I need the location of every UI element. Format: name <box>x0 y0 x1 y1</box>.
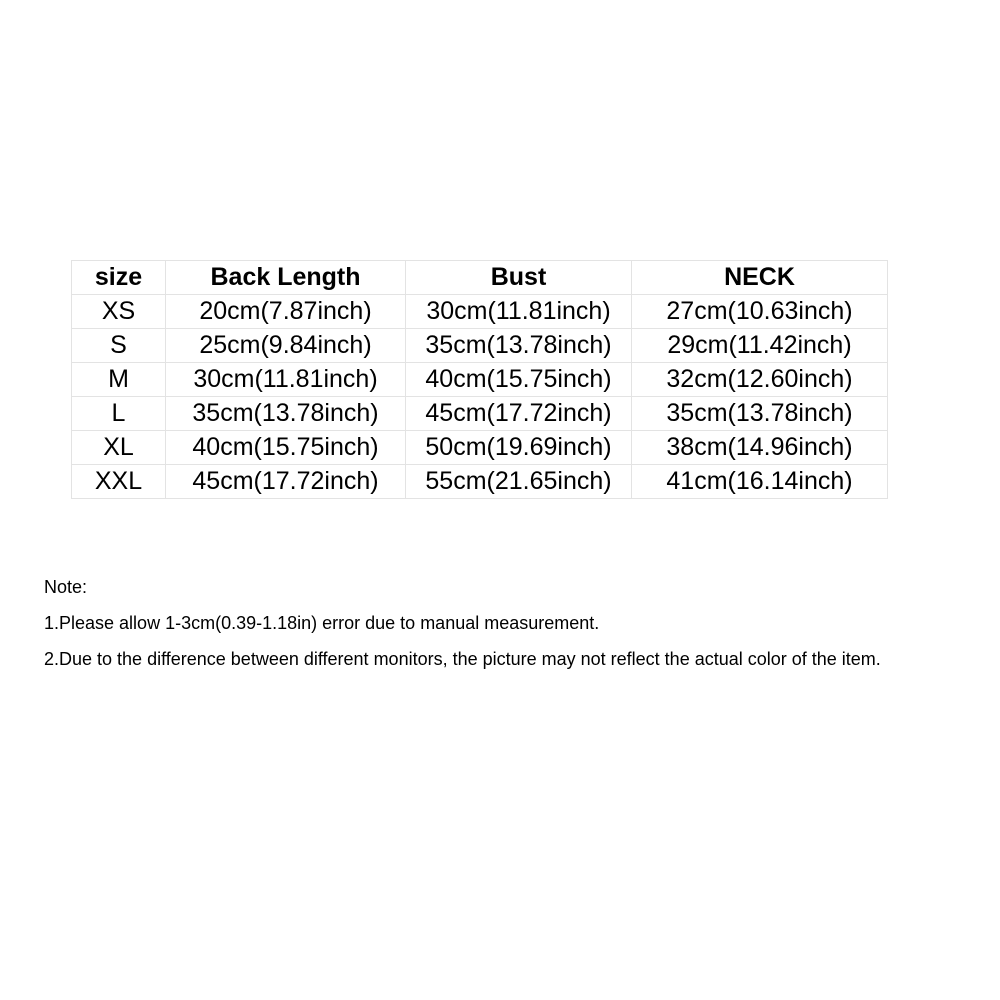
cell-back-length: 25cm(9.84inch) <box>166 329 406 363</box>
cell-size: XS <box>72 295 166 329</box>
cell-back-length: 35cm(13.78inch) <box>166 397 406 431</box>
cell-neck: 29cm(11.42inch) <box>632 329 888 363</box>
cell-back-length: 20cm(7.87inch) <box>166 295 406 329</box>
note-item: 1.Please allow 1-3cm(0.39-1.18in) error due to manual measurement. <box>44 613 600 633</box>
header-neck: NECK <box>632 261 888 295</box>
cell-neck: 38cm(14.96inch) <box>632 431 888 465</box>
cell-bust: 35cm(13.78inch) <box>406 329 632 363</box>
cell-size: M <box>72 363 166 397</box>
notes-title: Note: <box>44 577 88 597</box>
notes-section <box>44 575 994 671</box>
table-row <box>72 329 888 363</box>
header-back-length: Back Length <box>166 261 406 295</box>
table-row <box>72 295 888 329</box>
cell-bust: 45cm(17.72inch) <box>406 397 632 431</box>
header-bust: Bust <box>406 261 632 295</box>
table-row <box>72 363 888 397</box>
cell-neck: 35cm(13.78inch) <box>632 397 888 431</box>
header-size: size <box>72 261 166 295</box>
table-row <box>72 397 888 431</box>
cell-back-length: 30cm(11.81inch) <box>166 363 406 397</box>
cell-bust: 30cm(11.81inch) <box>406 295 632 329</box>
cell-size: L <box>72 397 166 431</box>
size-chart-table <box>71 260 888 499</box>
note-item: 2.Due to the difference between different monitors, the picture may not reflect the actual color of the item. <box>44 649 881 669</box>
cell-bust: 55cm(21.65inch) <box>406 465 632 499</box>
cell-size: S <box>72 329 166 363</box>
cell-neck: 41cm(16.14inch) <box>632 465 888 499</box>
table-header-row <box>72 261 888 295</box>
cell-size: XL <box>72 431 166 465</box>
cell-bust: 50cm(19.69inch) <box>406 431 632 465</box>
cell-size: XXL <box>72 465 166 499</box>
table-row <box>72 431 888 465</box>
cell-back-length: 45cm(17.72inch) <box>166 465 406 499</box>
cell-bust: 40cm(15.75inch) <box>406 363 632 397</box>
cell-neck: 27cm(10.63inch) <box>632 295 888 329</box>
cell-back-length: 40cm(15.75inch) <box>166 431 406 465</box>
cell-neck: 32cm(12.60inch) <box>632 363 888 397</box>
table-row <box>72 465 888 499</box>
